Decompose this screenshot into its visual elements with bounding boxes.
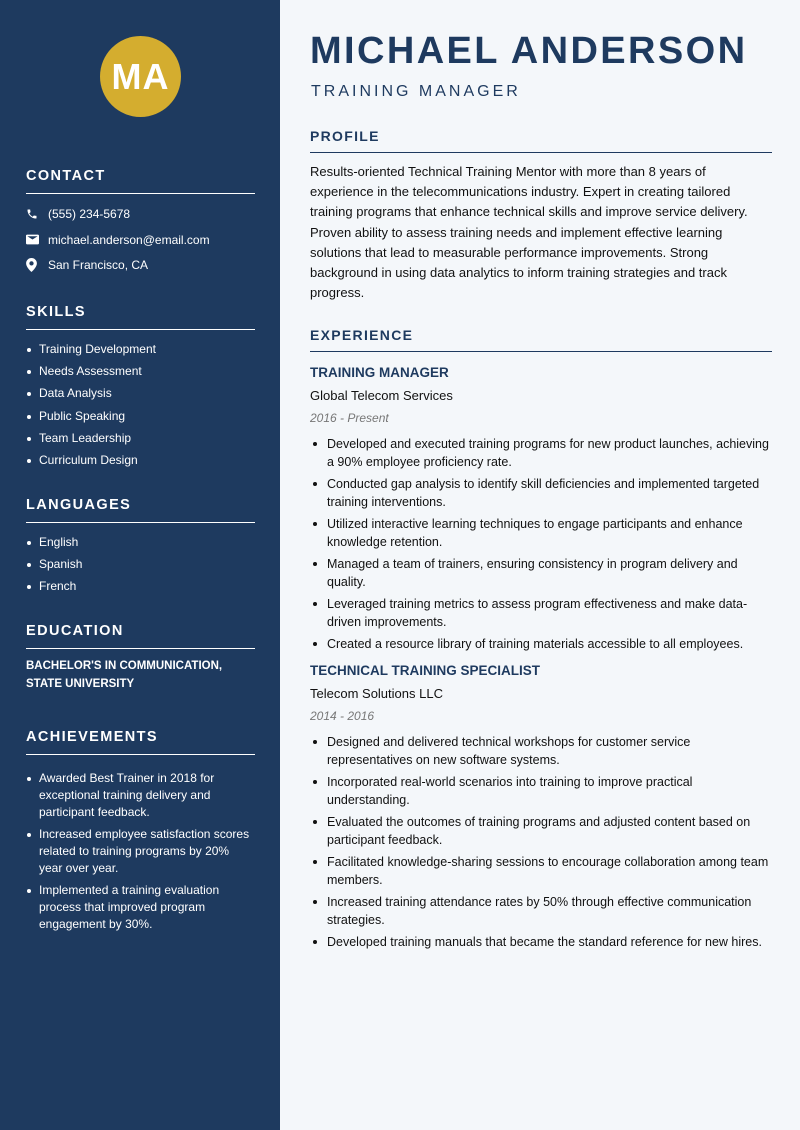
languages-section xyxy=(26,497,255,601)
skill-item: Training Development xyxy=(26,341,255,358)
job-bullet: Incorporated real-world scenarios into training to improve practical understanding. xyxy=(310,773,772,809)
skill-item: Curriculum Design xyxy=(26,452,255,469)
languages-list xyxy=(26,534,255,595)
job-dates: 2016 - Present xyxy=(310,411,389,425)
job-title: TECHNICAL TRAINING SPECIALIST xyxy=(310,663,541,678)
contact-email xyxy=(26,231,255,249)
job-bullet: Conducted gap analysis to identify skill deficiencies and implemented targeted training interventions. xyxy=(310,475,772,511)
job-bullets xyxy=(310,435,772,653)
achievements-section xyxy=(26,729,255,938)
job-bullet: Created a resource library of training materials accessible to all employees. xyxy=(310,635,772,653)
languages-heading: LANGUAGES xyxy=(26,497,255,523)
sidebar xyxy=(0,0,280,1130)
job-bullet: Increased training attendance rates by 50% through effective communication strategies. xyxy=(310,893,772,929)
achievement-item: Awarded Best Trainer in 2018 for exceptional training delivery and participant feedback. xyxy=(26,770,255,821)
location-icon xyxy=(26,258,48,272)
education-degree: BACHELOR'S IN COMMUNICATION, STATE UNIVERSITY xyxy=(26,660,223,690)
job-bullet: Developed and executed training programs for new product launches, achieving a 90% employee proficiency rate. xyxy=(310,435,772,471)
email-icon xyxy=(26,234,48,245)
education-heading: EDUCATION xyxy=(26,623,255,649)
language-item: Spanish xyxy=(26,556,255,573)
job-bullets xyxy=(310,733,772,951)
avatar: MA xyxy=(100,36,181,117)
job-dates: 2014 - 2016 xyxy=(310,709,375,723)
achievement-item: Implemented a training evaluation process that improved program engagement by 30%. xyxy=(26,882,255,933)
experience-heading: EXPERIENCE xyxy=(310,327,772,352)
language-item: French xyxy=(26,578,255,595)
contact-location xyxy=(26,256,255,274)
job-bullet: Facilitated knowledge-sharing sessions to encourage collaboration among team members. xyxy=(310,853,772,889)
experience-section xyxy=(310,327,772,955)
profile-heading: PROFILE xyxy=(310,128,772,153)
job-bullet: Developed training manuals that became the standard reference for new hires. xyxy=(310,933,772,951)
job-entry xyxy=(310,663,772,951)
language-item: English xyxy=(26,534,255,551)
skill-item: Needs Assessment xyxy=(26,363,255,380)
skills-list xyxy=(26,341,255,469)
location-text: San Francisco, CA xyxy=(48,258,149,272)
candidate-name: MICHAEL ANDERSON xyxy=(310,30,748,72)
profile-text: Results-oriented Technical Training Mentor with more than 8 years of experience in the telecommunications industry. Expert in creating tailored training programs that enhance technical skills and improve service delivery. Proven ability to assess training needs and implement effective learning solutions that lead to measurable performance improvements. Strong background in using data analytics to inform training strategies and track progress. xyxy=(310,164,748,301)
job-title: TRAINING MANAGER xyxy=(310,365,449,380)
contact-heading: CONTACT xyxy=(26,168,255,194)
achievements-list xyxy=(26,770,255,933)
phone-icon xyxy=(26,208,48,220)
job-bullet: Leveraged training metrics to assess program effectiveness and make data-driven improvements. xyxy=(310,595,772,631)
job-bullet: Utilized interactive learning techniques to engage participants and enhance knowledge retention. xyxy=(310,515,772,551)
skills-section xyxy=(26,304,255,474)
contact-section xyxy=(26,168,255,274)
skills-heading: SKILLS xyxy=(26,304,255,330)
achievement-item: Increased employee satisfaction scores related to training programs by 20% year over year. xyxy=(26,826,255,877)
job-company: Global Telecom Services xyxy=(310,388,453,403)
candidate-title: TRAINING MANAGER xyxy=(311,83,521,100)
contact-phone xyxy=(26,205,255,223)
phone-text[interactable]: (555) 234-5678 xyxy=(48,207,131,221)
job-company: Telecom Solutions LLC xyxy=(310,686,443,701)
education-section xyxy=(26,623,255,693)
skill-item: Data Analysis xyxy=(26,385,255,402)
achievements-heading: ACHIEVEMENTS xyxy=(26,729,255,755)
skill-item: Public Speaking xyxy=(26,408,255,425)
job-bullet: Evaluated the outcomes of training programs and adjusted content based on participant feedback. xyxy=(310,813,772,849)
job-bullet: Managed a team of trainers, ensuring consistency in program delivery and quality. xyxy=(310,555,772,591)
job-entry xyxy=(310,365,772,653)
email-text[interactable]: michael.anderson@email.com xyxy=(48,232,210,247)
profile-section xyxy=(310,128,772,303)
skill-item: Team Leadership xyxy=(26,430,255,447)
job-bullet: Designed and delivered technical workshops for customer service representatives on new software systems. xyxy=(310,733,772,769)
